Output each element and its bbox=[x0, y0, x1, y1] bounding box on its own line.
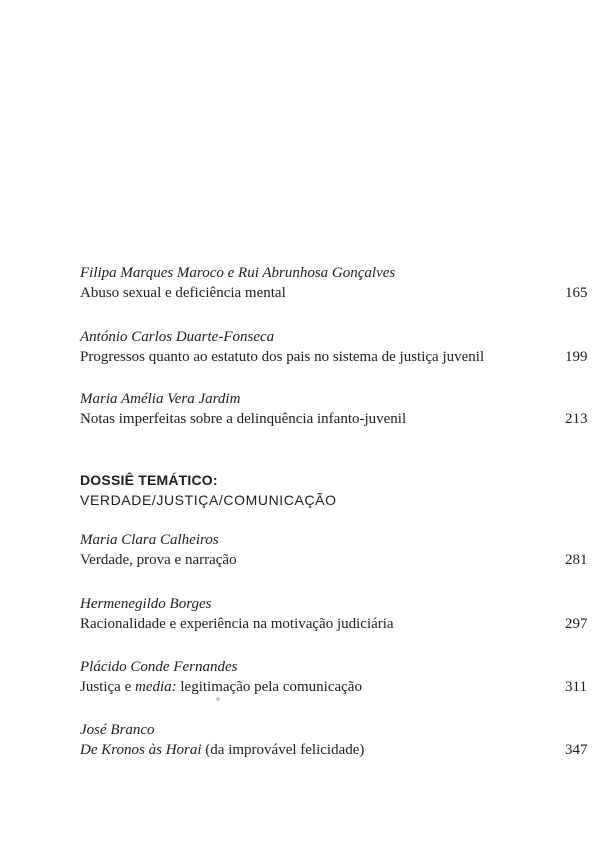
entry-title-italic: media: bbox=[134, 679, 177, 695]
entry-title-row bbox=[80, 740, 600, 760]
entry-title-suffix: legitimação pela comunicação bbox=[180, 679, 362, 695]
entry-title: Verdade, prova e narração bbox=[80, 552, 237, 568]
entry-author: Filipa Marques Maroco e Rui Abrunhosa Gonçalves bbox=[80, 265, 396, 281]
toc-entry bbox=[80, 530, 600, 570]
section-subheading: VERDADE/JUSTIÇA/COMUNICAÇÃO bbox=[80, 492, 337, 508]
entry-author: António Carlos Duarte-Fonseca bbox=[80, 329, 275, 345]
toc-entry bbox=[80, 263, 600, 303]
entry-author: Plácido Conde Fernandes bbox=[80, 659, 238, 675]
entry-page-number: 311 bbox=[565, 679, 587, 695]
entry-title bbox=[80, 742, 364, 758]
toc-entry bbox=[80, 327, 600, 367]
entry-title-row bbox=[80, 283, 600, 303]
entry-title: Abuso sexual e deficiência mental bbox=[80, 285, 286, 301]
entry-title: Racionalidade e experiência na motivação judiciária bbox=[80, 616, 394, 632]
entry-page-number: 165 bbox=[565, 285, 588, 301]
entry-page-number: 347 bbox=[565, 742, 588, 758]
entry-title-row bbox=[80, 677, 600, 697]
entry-title-row bbox=[80, 550, 600, 570]
entry-author: Maria Amélia Vera Jardim bbox=[80, 391, 241, 407]
entry-author: Hermenegildo Borges bbox=[80, 596, 212, 612]
entry-title: Notas imperfeitas sobre a delinquência infanto-juvenil bbox=[80, 411, 407, 427]
paper-speck bbox=[216, 697, 220, 701]
toc-entry bbox=[80, 594, 600, 634]
entry-title bbox=[80, 679, 362, 695]
entry-title: Progressos quanto ao estatuto dos pais no sistema de justiça juvenil bbox=[80, 349, 485, 365]
section-header bbox=[80, 470, 337, 510]
entry-title-row bbox=[80, 409, 600, 429]
entry-title-row bbox=[80, 614, 600, 634]
entry-title-row bbox=[80, 347, 600, 367]
entry-author: Maria Clara Calheiros bbox=[80, 532, 219, 548]
entry-page-number: 199 bbox=[565, 349, 588, 365]
toc-entry bbox=[80, 657, 600, 697]
section-heading: DOSSIÊ TEMÁTICO: bbox=[80, 472, 218, 488]
entry-title-italic: De Kronos às Horai bbox=[80, 742, 202, 758]
entry-page-number: 297 bbox=[565, 616, 588, 632]
entry-author: José Branco bbox=[80, 722, 155, 738]
toc-entry bbox=[80, 720, 600, 760]
entry-title-prefix: Justiça e bbox=[80, 679, 132, 695]
entry-title-suffix: (da improvável felicidade) bbox=[205, 742, 365, 758]
entry-page-number: 281 bbox=[565, 552, 588, 568]
entry-page-number: 213 bbox=[565, 411, 588, 427]
toc-entry bbox=[80, 389, 600, 429]
